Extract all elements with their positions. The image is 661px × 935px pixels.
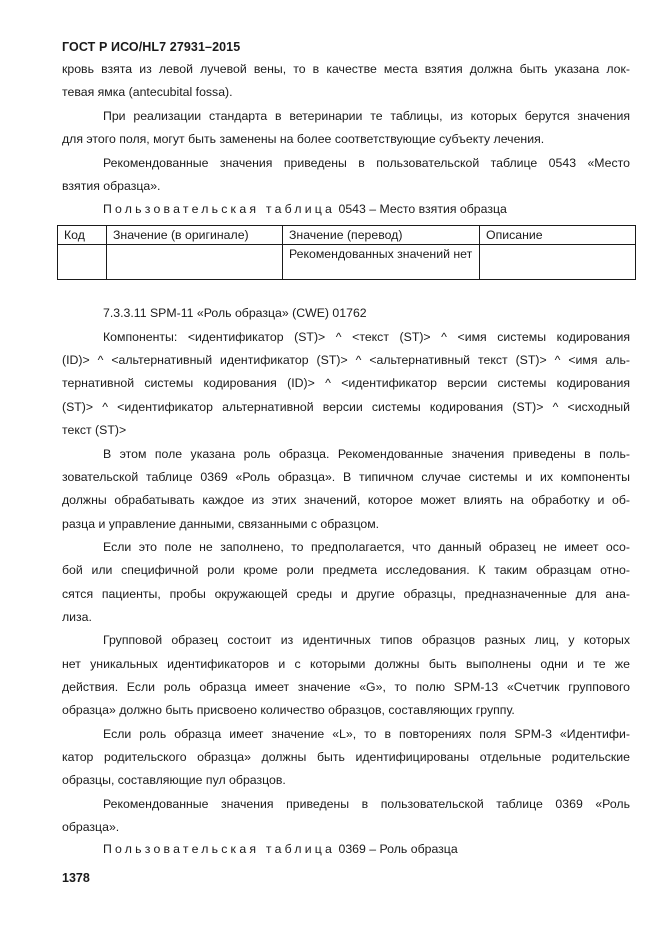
cell-original	[107, 245, 283, 280]
text-line: Если это поле не заполнено, то предполагается, что данный образец не имеет осо-	[103, 540, 630, 554]
section-heading: 7.3.3.11 SPM-11 «Роль образца» (CWE) 01762	[103, 306, 367, 320]
text-line: лиза.	[62, 610, 92, 624]
text-line: Компоненты: <идентификатор (ST)> ^ <текст (ST)> ^ <имя системы кодирования	[103, 330, 630, 344]
location-table	[57, 225, 636, 280]
standard-header: ГОСТ Р ИСО/HL7 27931–2015	[62, 40, 241, 54]
text-line: для этого поля, могут быть заменены на более соответствующие субъекту лечения.	[62, 132, 545, 146]
text-line: сятся пациенты, пробы окружающей среды и другие образцы, предназначенные для ана-	[62, 587, 630, 601]
text-line: бой или специфичной роли кроме роли предмета исследования. К таким образцам отно-	[62, 563, 630, 577]
text-line: кровь взята из левой лучевой вены, то в качестве места взятия должна быть указана лок-	[62, 62, 630, 76]
table-header-row	[58, 226, 636, 245]
cell-description	[480, 245, 636, 280]
text-line: образца» должно быть присвоено количество образцов, составляющих группу.	[62, 703, 515, 717]
text-line: Рекомендованные значения приведены в пользовательской таблице 0543 «Место	[103, 156, 630, 170]
text-line: образцы, составляющие пул образцов.	[62, 773, 286, 787]
text-line: взятия образца».	[62, 179, 161, 193]
text-line: действия. Если роль образца имеет значение «G», то полю SPM-13 «Счетчик группового	[62, 680, 630, 694]
text-line: должны обрабатывать каждое из этих значений, которое может влиять на обработку и об-	[62, 493, 630, 507]
text-line: Рекомендованные значения приведены в пользовательской таблице 0369 «Роль	[103, 797, 630, 811]
text-line: образца».	[62, 820, 120, 834]
table-caption-text: 0369 – Роль образца	[338, 842, 458, 856]
text-line: (ID)> ^ <альтернативный идентификатор (ST)> ^ <альтернативный текст (ST)> ^ <имя аль-	[62, 353, 630, 367]
table-caption-label: Пользовательская таблица	[103, 202, 336, 216]
text-line: (ST)> ^ <идентификатор альтернативной версии системы кодирования (ST)> ^ <исходный	[62, 400, 630, 414]
col-header-code: Код	[58, 226, 107, 245]
text-line: катор родительского образца» должны быть идентифицированы отдельные родительские	[62, 750, 630, 764]
text-line: разца и управление данными, связанными с образцом.	[62, 517, 380, 531]
col-header-translation: Значение (перевод)	[283, 226, 480, 245]
table-row	[58, 245, 636, 280]
table-caption-text: 0543 – Место взятия образца	[338, 202, 507, 216]
table-caption-label: Пользовательская таблица	[103, 842, 336, 856]
col-header-description: Описание	[480, 226, 636, 245]
text-line: текст (ST)>	[62, 423, 127, 437]
col-header-original: Значение (в оригинале)	[107, 226, 283, 245]
text-line: зовательской таблице 0369 «Роль образца». В типичном случае системы и их компоненты	[62, 470, 630, 484]
text-line: Групповой образец состоит из идентичных типов образцов разных лиц, у которых	[103, 633, 630, 647]
page-number: 1378	[62, 871, 90, 885]
text-line: нет уникальных идентификаторов и с которыми должны быть выполнены одни и те же	[62, 657, 630, 671]
text-line: Если роль образца имеет значение «L», то в повторениях поля SPM-3 «Идентифи-	[103, 727, 630, 741]
text-line: тернативной системы кодирования (ID)> ^ <идентификатор версии системы кодирования	[62, 376, 630, 390]
text-line: При реализации стандарта в ветеринарии те таблицы, из которых берутся значения	[103, 109, 630, 123]
cell-translation: Рекомендованных значений нет	[283, 245, 480, 280]
text-line: тевая ямка (antecubital fossa).	[62, 85, 233, 99]
table-caption	[103, 842, 458, 856]
text-line: В этом поле указана роль образца. Рекомендованные значения приведены в поль-	[103, 447, 630, 461]
table-caption	[103, 202, 507, 216]
cell-code	[58, 245, 107, 280]
